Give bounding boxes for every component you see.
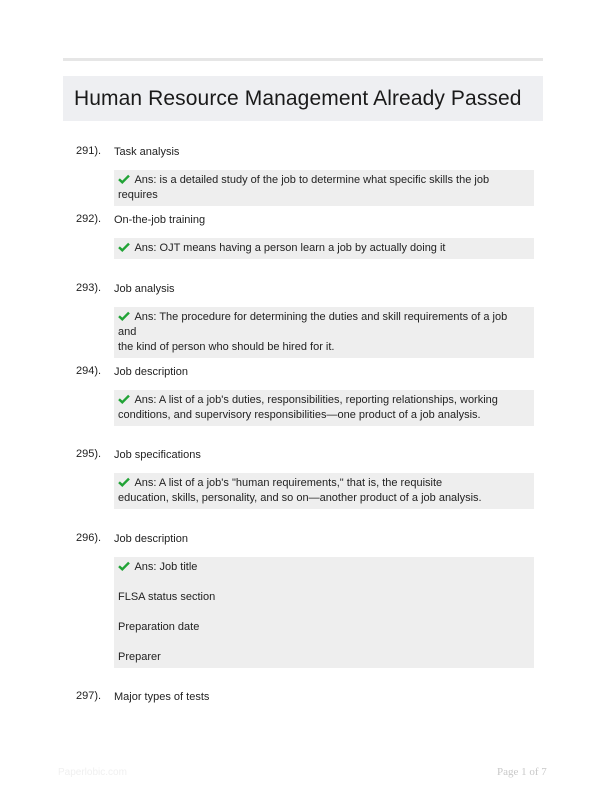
check-icon [118,311,130,321]
question-number: 293). [76,282,102,294]
question-text: Job analysis [114,283,175,295]
question-number: 297). [76,690,102,702]
question-number: 291). [76,145,102,157]
question-text: On-the-job training [114,214,206,226]
question-text: Job description [114,366,188,378]
question-number: 296). [76,532,102,544]
answer-text-continued: education, skills, personality, and so on—another product of a job analysis. [118,492,482,504]
page-number: Page 1 of 7 [497,766,547,778]
answer-item: Preparer [118,651,161,663]
answer-item: Preparation date [118,621,200,633]
check-icon [118,394,130,404]
check-icon [118,561,130,571]
answer-text: Ans: OJT means having a person learn a job by actually doing it [134,242,446,254]
answer-text: Ans: A list of a job's "human requirements," that is, the requisite [134,477,443,489]
answer-text: Ans: A list of a job's duties, responsibilities, reporting relationships, working [134,394,498,406]
top-divider [63,58,543,61]
title-banner [63,76,543,121]
question-text: Major types of tests [114,691,210,703]
answer-box [114,238,534,259]
document-title: Human Resource Management Already Passed [74,86,522,110]
answer-text: Ans: The procedure for determining the duties and skill requirements of a job and [118,311,508,338]
answer-box [114,170,534,206]
answer-text: Ans: is a detailed study of the job to determine what specific skills the job requires [118,174,490,201]
question-number: 294). [76,365,102,377]
answer-box [114,557,534,668]
footer-watermark: Paperlobic.com [58,767,127,778]
answer-box [114,473,534,509]
question-text: Task analysis [114,146,180,158]
answer-item: FLSA status section [118,591,216,603]
answer-text-continued: conditions, and supervisory responsibilities—one product of a job analysis. [118,409,481,421]
answer-box [114,390,534,426]
question-text: Job specifications [114,449,201,461]
answer-box [114,307,534,358]
question-number: 292). [76,213,102,225]
question-number: 295). [76,448,102,460]
check-icon [118,477,130,487]
check-icon [118,174,130,184]
answer-text: Ans: Job title [134,561,198,573]
question-text: Job description [114,533,188,545]
check-icon [118,242,130,252]
answer-text-continued: the kind of person who should be hired for it. [118,341,335,353]
